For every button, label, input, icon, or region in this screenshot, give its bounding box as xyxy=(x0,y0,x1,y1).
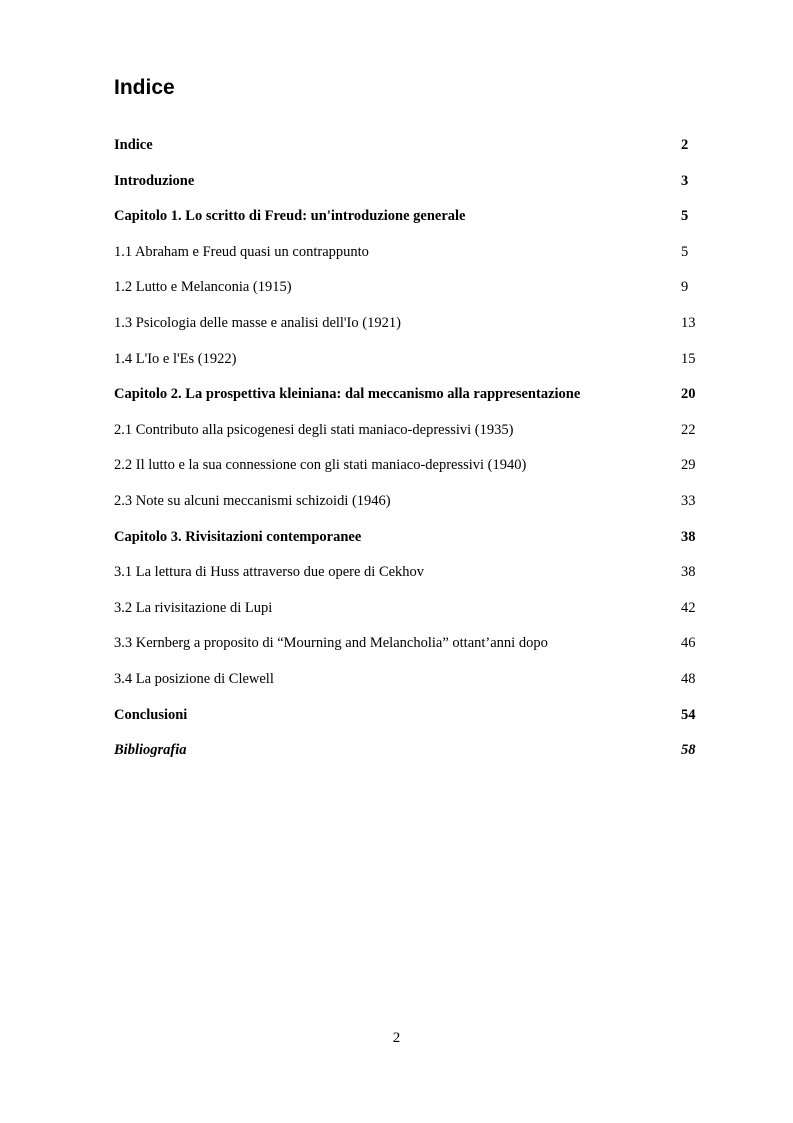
toc-entry-page: 22 xyxy=(681,421,696,438)
toc-entry-page: 9 xyxy=(681,279,689,296)
page-title: Indice xyxy=(114,76,175,99)
toc-entry xyxy=(114,313,697,349)
toc-entry-title: 1.4 L'Io e l'Es (1922) xyxy=(114,350,237,367)
toc-entry xyxy=(114,455,697,491)
toc-entry-title: 3.2 La rivisitazione di Lupi xyxy=(114,599,273,616)
toc-entry-page: 5 xyxy=(681,243,689,260)
toc-entry-title: Conclusioni xyxy=(114,706,188,723)
toc-entry-page: 58 xyxy=(681,742,696,759)
toc-entry-title: 1.1 Abraham e Freud quasi un contrappunto xyxy=(114,243,369,260)
toc-entry-page: 54 xyxy=(681,706,696,723)
toc-entry xyxy=(114,562,697,598)
toc-entry-title: Capitolo 2. La prospettiva kleiniana: dal meccanismo alla rappresentazione xyxy=(114,386,581,403)
toc-entry-title: 2.1 Contributo alla psicogenesi degli stati maniaco-depressivi (1935) xyxy=(114,421,514,438)
toc-entry xyxy=(114,206,697,242)
toc-entry-page: 13 xyxy=(681,314,696,331)
toc-entry xyxy=(114,491,697,527)
toc-entry-page: 5 xyxy=(681,208,689,225)
toc-entry xyxy=(114,420,697,456)
table-of-contents xyxy=(114,135,697,776)
toc-entry xyxy=(114,277,697,313)
toc-entry-title: Indice xyxy=(114,137,153,153)
toc-entry xyxy=(114,135,697,171)
toc-entry xyxy=(114,242,697,278)
toc-entry-title: 2.2 Il lutto e la sua connessione con gli stati maniaco-depressivi (1940) xyxy=(114,457,527,474)
toc-entry-title: 1.2 Lutto e Melanconia (1915) xyxy=(114,279,292,296)
toc-entry-page: 38 xyxy=(681,564,696,581)
toc-entry-page: 2 xyxy=(681,137,689,153)
toc-entry xyxy=(114,384,697,420)
toc-entry xyxy=(114,171,697,207)
toc-entry-title: 3.4 La posizione di Clewell xyxy=(114,670,274,687)
toc-entry-page: 29 xyxy=(681,457,696,474)
toc-entry-page: 3 xyxy=(681,172,689,189)
toc-entry-page: 33 xyxy=(681,492,696,509)
toc-entry-page: 20 xyxy=(681,386,696,403)
toc-entry xyxy=(114,633,697,669)
toc-entry xyxy=(114,740,697,776)
toc-entry xyxy=(114,669,697,705)
toc-entry xyxy=(114,349,697,385)
toc-entry-page: 38 xyxy=(681,528,696,545)
toc-entry-page: 48 xyxy=(681,670,696,687)
toc-entry xyxy=(114,527,697,563)
toc-entry-title: Capitolo 1. Lo scritto di Freud: un'introduzione generale xyxy=(114,208,466,225)
toc-entry-title: 3.3 Kernberg a proposito di “Mourning and Melancholia” ottant’anni dopo xyxy=(114,635,548,652)
toc-entry-title: Bibliografia xyxy=(114,742,187,759)
toc-entry xyxy=(114,598,697,634)
toc-entry-title: 1.3 Psicologia delle masse e analisi dell'Io (1921) xyxy=(114,314,401,331)
toc-entry-title: Capitolo 3. Rivisitazioni contemporanee xyxy=(114,528,362,545)
toc-entry-page: 15 xyxy=(681,350,696,367)
toc-entry-page: 42 xyxy=(681,599,696,616)
toc-entry xyxy=(114,705,697,741)
page-number: 2 xyxy=(392,1030,401,1046)
toc-entry-title: 2.3 Note su alcuni meccanismi schizoidi (1946) xyxy=(114,492,391,509)
toc-entry-title: 3.1 La lettura di Huss attraverso due opere di Cekhov xyxy=(114,564,425,581)
toc-entry-title: Introduzione xyxy=(114,172,195,189)
toc-entry-page: 46 xyxy=(681,635,696,652)
